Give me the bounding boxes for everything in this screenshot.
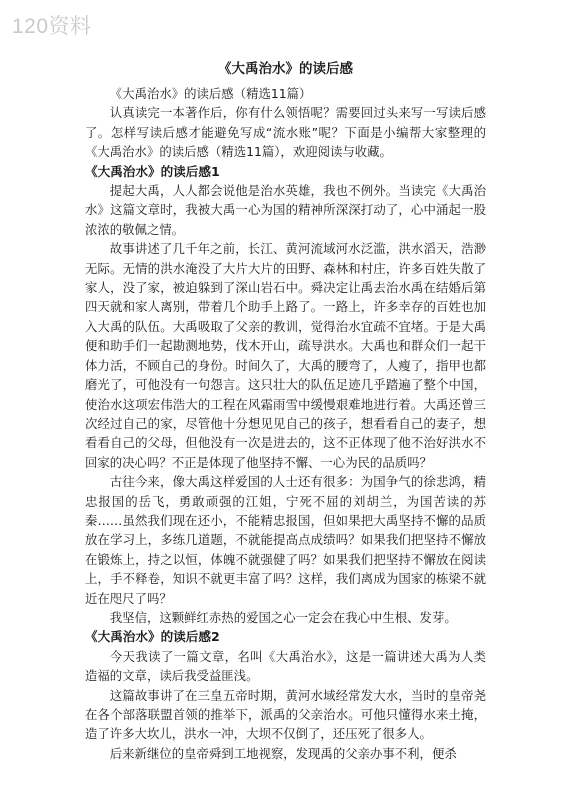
document-body bbox=[85, 84, 486, 763]
paragraph: 后来新继位的皇帝舜到工地视察，发现禹的父亲办事不利，便杀 bbox=[109, 745, 457, 761]
paragraph: 今天我读了一篇文章，名叫《大禹治水》，这是一篇讲述大禹为人类造福的文章，读后我受益匪浅。 bbox=[85, 648, 486, 684]
section-heading: 《大禹治水》的读后感2 bbox=[85, 629, 220, 645]
paragraph: 古往今来，像大禹这样爱国的人士还有很多：为国争气的徐悲鸿，精忠报国的岳飞，勇敢顽强的江姐，宁死不屈的刘胡兰，为国苦读的苏秦……虽然我们现在还小，不能精忠报国，但如果把大禹坚持不懈的品质放在学习上，多练几道题，不就能提高点成绩吗？如果我们把坚持不懈放在锻炼上，持之以恒，体魄不就强健了吗？如果我们把坚持不懈放在阅读上，手不释卷，知识不就更丰富了吗？这样，我们离成为国家的栋梁不就近在咫尺了吗？ bbox=[85, 474, 486, 606]
document-title: 《大禹治水》的读后感 bbox=[218, 61, 353, 77]
paragraph: 《大禹治水》的读后感（精选11篇） bbox=[109, 86, 312, 101]
paragraph: 故事讲述了几千年之前，长江、黄河流域河水泛滥，洪水滔天，浩渺无际。无情的洪水淹没了大片大片的田野、森林和村庄，许多百姓失散了家人，没了家，被迫躲到了深山岩石中。舜决定让禹去治水禹在结婚后第四天就和家人离别，带着几个助手上路了。一路上，许多幸存的百姓也加入大禹的队伍。大禹吸取了父亲的教训，觉得治水宜疏不宜堵。于是大禹便和助手们一起勘测地势，伐木开山，疏导洪水。大禹也和群众们一起干体力活，不顾自己的身份。时间久了，大禹的腰弯了，人瘦了，指甲也都磨光了，可他没有一句怨言。这只壮大的队伍足迹几乎踏遍了整个中国，使治水这项宏伟浩大的工程在风霜雨雪中缓慢艰难地进行着。大禹还曾三次经过自己的家，尽管他十分想见见自己的孩子，想看看自己的妻子，想看看自己的父母，但他没有一次是进去的，这不正体现了他不治好洪水不回家的决心吗？不正是体现了他坚持不懈、一心为民的品质吗？ bbox=[85, 241, 486, 470]
watermark: 120资料 bbox=[12, 15, 92, 38]
paragraph: 认真读完一本著作后，你有什么领悟呢？需要回过头来写一写读后感了。怎样写读后感才能避免写成“流水账”呢？下面是小编帮大家整理的《大禹治水》的读后感（精选11篇），欢迎阅读与收藏。 bbox=[85, 105, 486, 160]
document-page bbox=[85, 58, 486, 763]
paragraph: 这篇故事讲了在三皇五帝时期，黄河水域经常发大水，当时的皇帝尧在各个部落联盟首领的推举下，派禹的父亲治水。可他只懂得水来土掩，造了许多大坎儿，洪水一冲，大坝不仅倒了，还压死了很多人。 bbox=[85, 687, 486, 742]
section-heading: 《大禹治水》的读后感1 bbox=[85, 163, 220, 179]
paragraph: 提起大禹，人人都会说他是治水英雄，我也不例外。当读完《大禹治水》这篇文章时，我被大禹一心为国的精神所深深打动了，心中涌起一股浓浓的敬佩之情。 bbox=[85, 183, 486, 237]
paragraph: 我坚信，这颗鲜红赤热的爱国之心一定会在我心中生根、发芽。 bbox=[109, 609, 457, 625]
